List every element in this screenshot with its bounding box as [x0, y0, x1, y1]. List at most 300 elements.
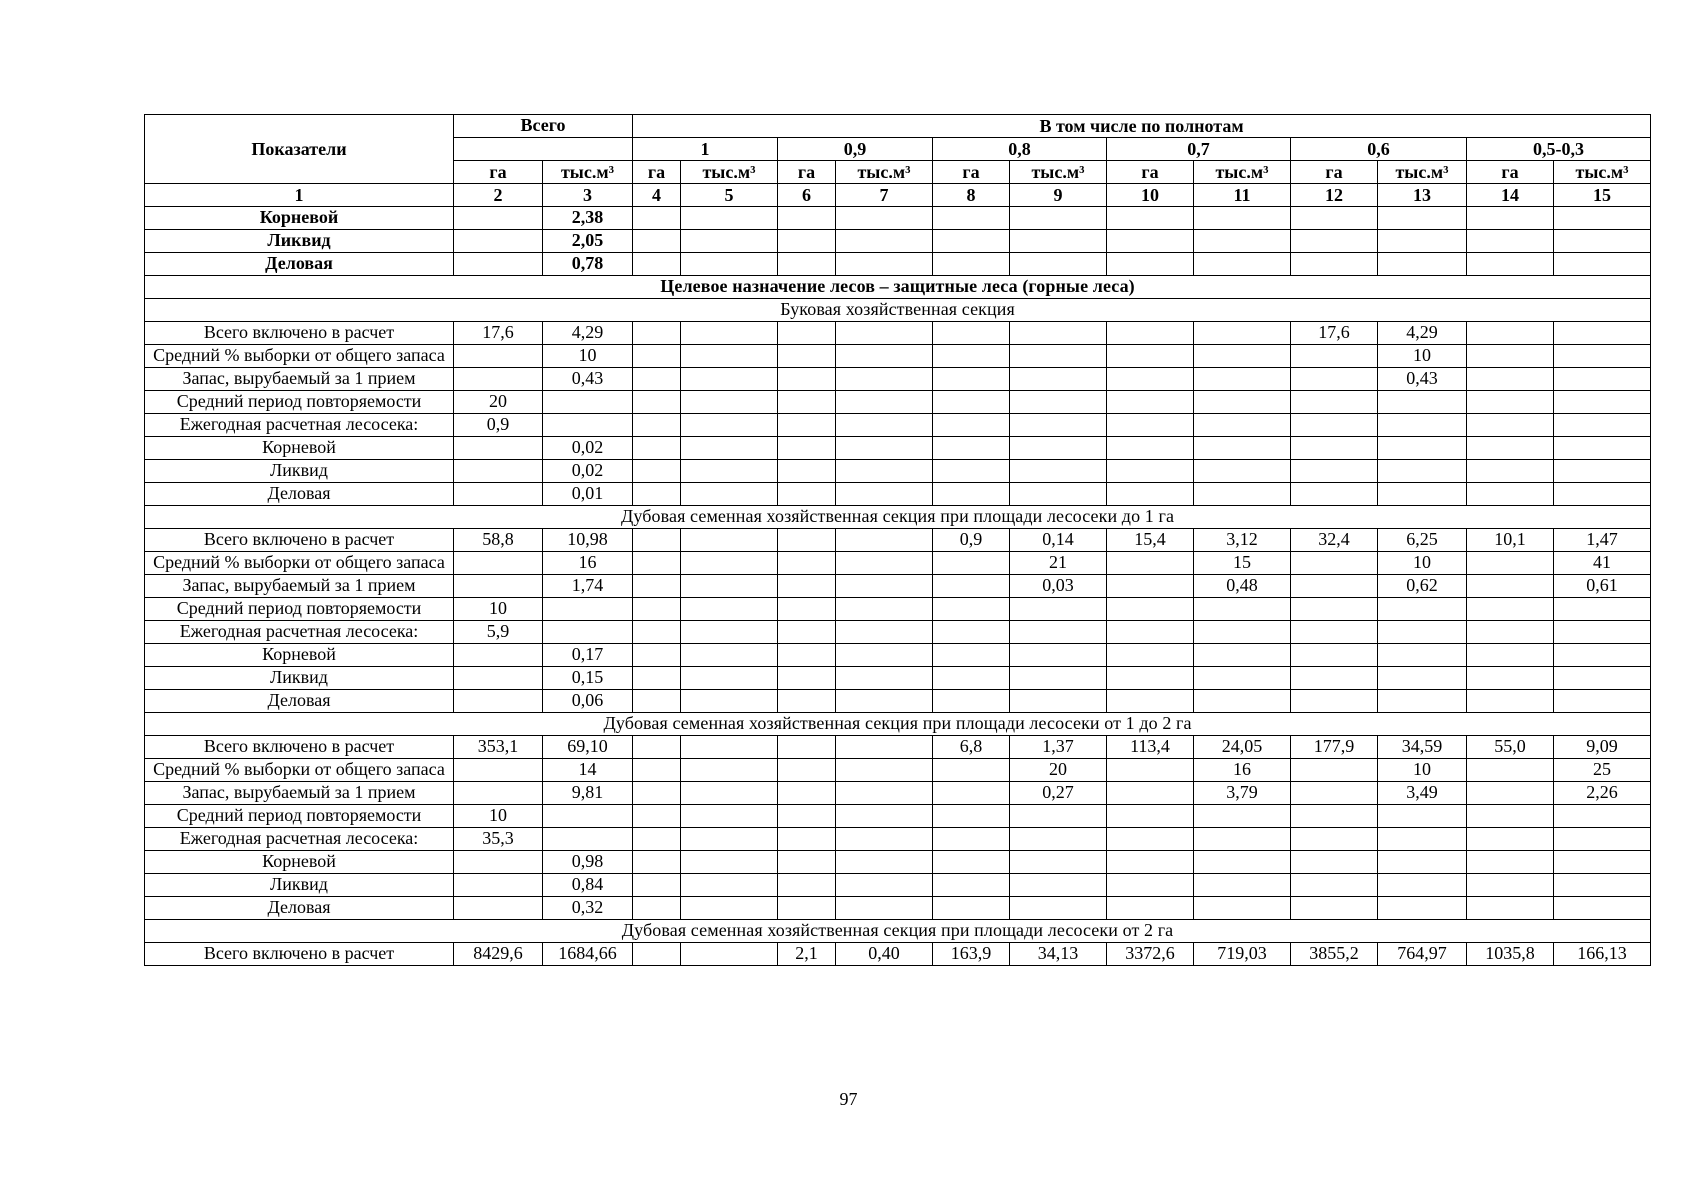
forest-calculation-table [144, 114, 1651, 966]
table-cell: 16 [1194, 759, 1291, 782]
table-cell: 1684,66 [543, 943, 633, 966]
table-row [145, 207, 1651, 230]
table-cell [1010, 207, 1107, 230]
table-cell [1554, 460, 1651, 483]
table-cell [778, 575, 836, 598]
table-cell [1291, 414, 1378, 437]
table-cell [681, 897, 778, 920]
table-cell [1378, 483, 1467, 506]
table-cell: 25 [1554, 759, 1651, 782]
table-cell [933, 690, 1010, 713]
table-cell [1291, 437, 1378, 460]
table-cell [933, 621, 1010, 644]
table-cell [778, 644, 836, 667]
table-cell: 0,02 [543, 460, 633, 483]
table-cell [633, 483, 681, 506]
table-cell [1554, 690, 1651, 713]
table-cell [836, 805, 933, 828]
table-cell [1291, 851, 1378, 874]
row-label: Деловая [145, 897, 454, 920]
row-label: Деловая [145, 690, 454, 713]
table-cell [633, 529, 681, 552]
table-cell: 0,17 [543, 644, 633, 667]
table-cell [1010, 230, 1107, 253]
table-cell: 20 [1010, 759, 1107, 782]
table-cell [1010, 897, 1107, 920]
table-cell: 166,13 [1554, 943, 1651, 966]
table-cell: 55,0 [1467, 736, 1554, 759]
section-title: Буковая хозяйственная секция [145, 299, 1651, 322]
table-cell: 24,05 [1194, 736, 1291, 759]
table-cell [681, 759, 778, 782]
table-cell [778, 897, 836, 920]
table-cell [543, 805, 633, 828]
table-cell [1291, 253, 1378, 276]
unit-ha: га [1467, 161, 1554, 184]
table-cell: 0,27 [1010, 782, 1107, 805]
table-cell [836, 529, 933, 552]
header-indicators: Показатели [145, 115, 454, 184]
table-cell: 4,29 [1378, 322, 1467, 345]
table-cell [836, 575, 933, 598]
table-cell [1194, 460, 1291, 483]
table-cell [778, 690, 836, 713]
table-cell [933, 874, 1010, 897]
table-cell [681, 437, 778, 460]
row-label: Всего включено в расчет [145, 736, 454, 759]
table-cell [933, 322, 1010, 345]
table-cell [1378, 598, 1467, 621]
section-row [145, 713, 1651, 736]
table-cell [543, 621, 633, 644]
table-cell [1467, 782, 1554, 805]
table-row [145, 460, 1651, 483]
table-cell [778, 207, 836, 230]
header-density-0-7: 0,7 [1107, 138, 1291, 161]
table-cell [1107, 851, 1194, 874]
table-cell: 0,14 [1010, 529, 1107, 552]
table-cell [836, 368, 933, 391]
table-cell [633, 874, 681, 897]
table-cell: 0,84 [543, 874, 633, 897]
table-cell: 0,9 [933, 529, 1010, 552]
table-cell: 9,09 [1554, 736, 1651, 759]
table-cell: 10 [1378, 759, 1467, 782]
table-cell: 0,78 [543, 253, 633, 276]
table-cell [933, 207, 1010, 230]
table-cell [633, 552, 681, 575]
header-density-1: 1 [633, 138, 778, 161]
row-label: Средний период повторяемости [145, 391, 454, 414]
row-label: Ежегодная расчетная лесосека: [145, 621, 454, 644]
table-cell [633, 368, 681, 391]
table-cell [1467, 851, 1554, 874]
row-label: Средний период повторяемости [145, 598, 454, 621]
row-label: Средний % выборки от общего запаса [145, 759, 454, 782]
table-cell [933, 368, 1010, 391]
table-cell: 69,10 [543, 736, 633, 759]
table-cell [681, 368, 778, 391]
table-cell [454, 368, 543, 391]
table-cell: 2,38 [543, 207, 633, 230]
table-cell [1291, 690, 1378, 713]
table-cell [1467, 621, 1554, 644]
table-cell: 3,49 [1378, 782, 1467, 805]
table-cell [778, 460, 836, 483]
column-number: 2 [454, 184, 543, 207]
table-cell [836, 667, 933, 690]
table-cell: 353,1 [454, 736, 543, 759]
table-cell [1194, 253, 1291, 276]
table-cell [1467, 874, 1554, 897]
table-cell [933, 598, 1010, 621]
table-row [145, 782, 1651, 805]
row-label: Всего включено в расчет [145, 322, 454, 345]
table-cell [1107, 322, 1194, 345]
table-cell [933, 805, 1010, 828]
table-cell: 0,02 [543, 437, 633, 460]
table-cell [681, 529, 778, 552]
table-cell: 17,6 [1291, 322, 1378, 345]
table-cell [633, 621, 681, 644]
table-cell [1291, 368, 1378, 391]
unit-m3: тыс.м³ [681, 161, 778, 184]
table-cell [1554, 391, 1651, 414]
table-row [145, 667, 1651, 690]
table-cell [1554, 828, 1651, 851]
header-by-density: В том числе по полнотам [633, 115, 1651, 138]
table-cell [681, 690, 778, 713]
table-cell [1010, 621, 1107, 644]
table-cell [933, 253, 1010, 276]
table-cell [681, 805, 778, 828]
table-cell [1010, 805, 1107, 828]
table-cell [1378, 391, 1467, 414]
row-label: Средний % выборки от общего запаса [145, 552, 454, 575]
table-row [145, 230, 1651, 253]
column-number: 3 [543, 184, 633, 207]
table-body [145, 207, 1651, 966]
table-cell [681, 644, 778, 667]
table-cell: 0,43 [1378, 368, 1467, 391]
table-cell: 3855,2 [1291, 943, 1378, 966]
table-cell [836, 230, 933, 253]
table-cell [836, 207, 933, 230]
row-label: Запас, вырубаемый за 1 прием [145, 368, 454, 391]
table-row [145, 690, 1651, 713]
header-density-0-8: 0,8 [933, 138, 1107, 161]
table-cell [454, 690, 543, 713]
table-cell [1467, 460, 1554, 483]
table-cell [543, 598, 633, 621]
table-cell [633, 460, 681, 483]
table-cell [681, 552, 778, 575]
table-cell [1554, 598, 1651, 621]
table-cell: 1,74 [543, 575, 633, 598]
table-cell [933, 460, 1010, 483]
row-label: Корневой [145, 644, 454, 667]
table-cell [1107, 621, 1194, 644]
table-cell [1291, 621, 1378, 644]
table-cell [1378, 437, 1467, 460]
table-cell: 0,62 [1378, 575, 1467, 598]
table-cell [933, 414, 1010, 437]
unit-ha: га [778, 161, 836, 184]
table-cell [543, 414, 633, 437]
table-row [145, 897, 1651, 920]
table-cell [633, 690, 681, 713]
table-cell [1291, 805, 1378, 828]
table-cell: 4,29 [543, 322, 633, 345]
table-cell [1107, 414, 1194, 437]
table-row [145, 483, 1651, 506]
table-cell [1291, 345, 1378, 368]
table-cell [778, 874, 836, 897]
table-cell [454, 759, 543, 782]
unit-m3: тыс.м³ [836, 161, 933, 184]
table-cell: 6,25 [1378, 529, 1467, 552]
table-cell [1467, 207, 1554, 230]
row-label: Средний % выборки от общего запаса [145, 345, 454, 368]
table-cell [454, 575, 543, 598]
table-cell [454, 667, 543, 690]
table-cell [681, 943, 778, 966]
column-number: 1 [145, 184, 454, 207]
row-label: Запас, вырубаемый за 1 прием [145, 782, 454, 805]
table-cell: 10 [543, 345, 633, 368]
table-cell: 15 [1194, 552, 1291, 575]
table-cell [1291, 483, 1378, 506]
table-cell [933, 552, 1010, 575]
table-cell [933, 437, 1010, 460]
unit-m3: тыс.м³ [1378, 161, 1467, 184]
table-cell [454, 460, 543, 483]
table-cell [933, 483, 1010, 506]
table-cell: 177,9 [1291, 736, 1378, 759]
table-cell: 10,1 [1467, 529, 1554, 552]
table-cell [1010, 253, 1107, 276]
section-row [145, 299, 1651, 322]
table-cell [1467, 345, 1554, 368]
table-cell [1378, 414, 1467, 437]
table-cell [1554, 897, 1651, 920]
table-cell [1467, 483, 1554, 506]
table-cell [1291, 575, 1378, 598]
table-cell [836, 690, 933, 713]
table-cell [633, 575, 681, 598]
table-cell: 1035,8 [1467, 943, 1554, 966]
table-cell [1378, 897, 1467, 920]
table-cell [836, 552, 933, 575]
table-cell [836, 483, 933, 506]
table-cell [933, 391, 1010, 414]
column-number: 15 [1554, 184, 1651, 207]
table-cell [1107, 391, 1194, 414]
row-label: Ликвид [145, 667, 454, 690]
table-cell [1467, 667, 1554, 690]
table-cell [1378, 644, 1467, 667]
table-cell [681, 575, 778, 598]
table-cell [681, 874, 778, 897]
row-label: Корневой [145, 437, 454, 460]
table-cell [1194, 851, 1291, 874]
table-cell: 113,4 [1107, 736, 1194, 759]
table-cell [633, 736, 681, 759]
table-cell [836, 644, 933, 667]
table-cell [1194, 805, 1291, 828]
table-cell: 719,03 [1194, 943, 1291, 966]
table-cell [1467, 690, 1554, 713]
table-cell [1554, 621, 1651, 644]
table-row [145, 322, 1651, 345]
table-cell [633, 207, 681, 230]
table-cell: 21 [1010, 552, 1107, 575]
table-cell [933, 345, 1010, 368]
unit-ha: га [1291, 161, 1378, 184]
table-cell [1010, 345, 1107, 368]
table-cell [681, 667, 778, 690]
table-cell [1010, 437, 1107, 460]
table-row [145, 759, 1651, 782]
table-cell: 163,9 [933, 943, 1010, 966]
table-cell [1010, 828, 1107, 851]
table-cell [1467, 414, 1554, 437]
column-number: 14 [1467, 184, 1554, 207]
table-cell: 8429,6 [454, 943, 543, 966]
header-total-spacer [454, 138, 633, 161]
table-cell [681, 322, 778, 345]
table-cell [778, 414, 836, 437]
table-cell [454, 644, 543, 667]
table-cell: 1,37 [1010, 736, 1107, 759]
row-label: Деловая [145, 253, 454, 276]
table-cell [1467, 759, 1554, 782]
table-cell [633, 391, 681, 414]
table-cell [1554, 414, 1651, 437]
table-cell [836, 414, 933, 437]
column-number: 5 [681, 184, 778, 207]
table-cell [1194, 897, 1291, 920]
unit-ha: га [1107, 161, 1194, 184]
table-cell: 20 [454, 391, 543, 414]
table-cell: 41 [1554, 552, 1651, 575]
row-label: Корневой [145, 207, 454, 230]
table-cell [778, 667, 836, 690]
table-cell [778, 529, 836, 552]
table-cell [1194, 828, 1291, 851]
header-density-0-6: 0,6 [1291, 138, 1467, 161]
table-cell [1554, 851, 1651, 874]
row-label: Всего включено в расчет [145, 529, 454, 552]
table-cell [1107, 759, 1194, 782]
table-cell [1467, 828, 1554, 851]
table-cell [1107, 207, 1194, 230]
table-cell [836, 897, 933, 920]
table-cell [1554, 345, 1651, 368]
table-row [145, 529, 1651, 552]
table-cell: 16 [543, 552, 633, 575]
table-cell [454, 897, 543, 920]
table-cell: 0,32 [543, 897, 633, 920]
table-cell [681, 598, 778, 621]
table-cell [1107, 667, 1194, 690]
table-cell [633, 782, 681, 805]
table-row [145, 368, 1651, 391]
header-total: Всего [454, 115, 633, 138]
table-cell [1378, 230, 1467, 253]
table-cell [836, 253, 933, 276]
table-cell [778, 345, 836, 368]
table-row [145, 736, 1651, 759]
table-cell [543, 828, 633, 851]
table-cell [1194, 322, 1291, 345]
table-cell [681, 621, 778, 644]
table-cell [1194, 368, 1291, 391]
table-cell: 3372,6 [1107, 943, 1194, 966]
column-number: 13 [1378, 184, 1467, 207]
table-cell [1291, 874, 1378, 897]
table-cell [1107, 483, 1194, 506]
table-cell [836, 460, 933, 483]
table-cell [1378, 828, 1467, 851]
section-title: Целевое назначение лесов – защитные леса (горные леса) [145, 276, 1651, 299]
table-cell: 3,12 [1194, 529, 1291, 552]
table-cell [933, 782, 1010, 805]
table-cell [633, 805, 681, 828]
table-cell [1554, 322, 1651, 345]
table-cell: 0,15 [543, 667, 633, 690]
table-cell [1378, 874, 1467, 897]
table-row [145, 575, 1651, 598]
table-cell [1554, 667, 1651, 690]
table-cell [1194, 391, 1291, 414]
table-cell [681, 207, 778, 230]
table-cell [1107, 437, 1194, 460]
table-cell [1554, 230, 1651, 253]
table-cell [633, 828, 681, 851]
table-cell [1107, 690, 1194, 713]
table-cell [1107, 782, 1194, 805]
table-cell [1554, 368, 1651, 391]
table-cell [1378, 621, 1467, 644]
table-cell [1194, 345, 1291, 368]
table-cell [1467, 805, 1554, 828]
table-cell [1291, 598, 1378, 621]
table-cell [1194, 207, 1291, 230]
table-cell: 764,97 [1378, 943, 1467, 966]
table-row [145, 552, 1651, 575]
table-cell [933, 759, 1010, 782]
table-cell [1467, 437, 1554, 460]
table-cell [1378, 805, 1467, 828]
table-cell: 0,40 [836, 943, 933, 966]
table-cell [1010, 644, 1107, 667]
table-cell [681, 460, 778, 483]
table-cell [836, 322, 933, 345]
column-number: 12 [1291, 184, 1378, 207]
table-cell: 35,3 [454, 828, 543, 851]
table-cell [633, 759, 681, 782]
column-number: 6 [778, 184, 836, 207]
table-cell [1194, 690, 1291, 713]
table-cell [1467, 253, 1554, 276]
table-cell [1010, 391, 1107, 414]
column-number: 11 [1194, 184, 1291, 207]
table-cell [1010, 460, 1107, 483]
table-cell [836, 851, 933, 874]
table-cell [633, 230, 681, 253]
table-row [145, 828, 1651, 851]
